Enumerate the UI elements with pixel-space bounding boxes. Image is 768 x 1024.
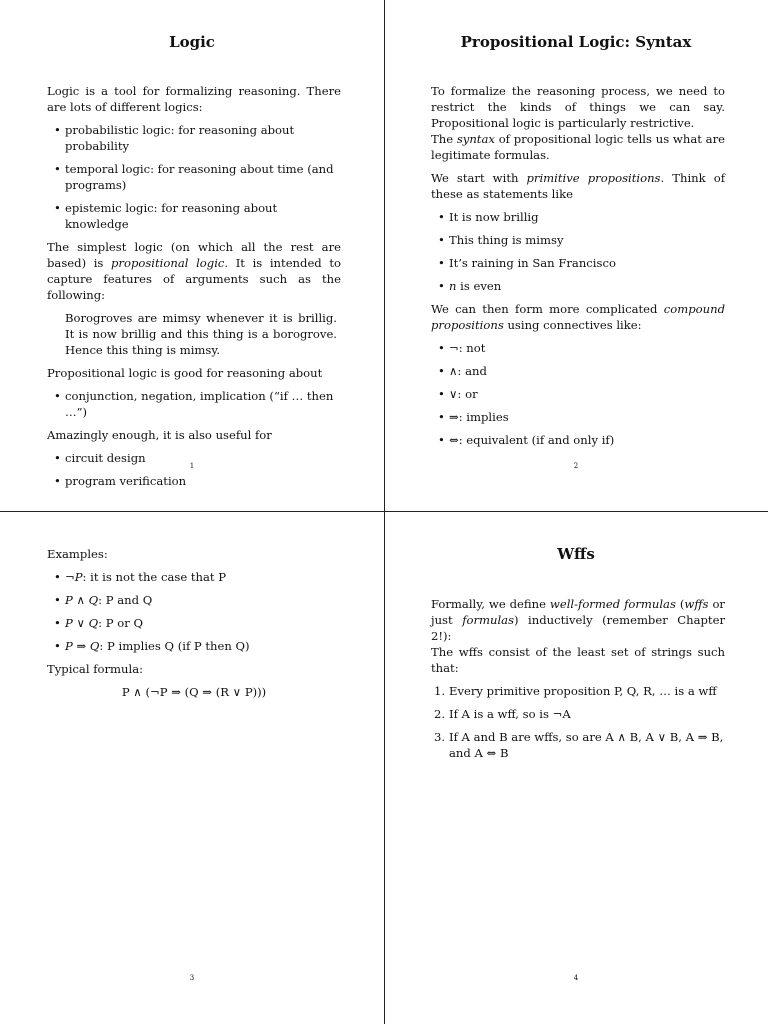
list-item: • P ∧ Q: P and Q bbox=[54, 593, 153, 607]
syntax-paragraph: The syntax of propositional logic tells us what are legitimate formulas. bbox=[431, 132, 725, 162]
restrict-paragraph: To formalize the reasoning process, we need to restrict the kinds of things we can say. Propositional logic is particularly restrictive. bbox=[431, 84, 725, 130]
example-argument-quote: Borogroves are mimsy whenever it is brillig. It is now brillig and this thing is a borogrove. Hence this thing is mimsy. bbox=[65, 311, 337, 357]
list-item: • P ⇒ Q: P implies Q (if P then Q) bbox=[54, 639, 250, 653]
compound-paragraph: We can then form more complicated compound propositions using connectives like: bbox=[431, 302, 725, 332]
list-item: • ¬P: it is not the case that P bbox=[54, 570, 227, 584]
page-number: 1 bbox=[189, 462, 195, 470]
page-number: 4 bbox=[573, 974, 579, 982]
primitive-paragraph: We start with primitive propositions. Think of these as statements like bbox=[431, 171, 725, 201]
list-item: 2. If A is a wff, so is ¬A bbox=[434, 707, 571, 721]
typical-formula-label: Typical formula: bbox=[47, 662, 144, 676]
primitive-examples-list bbox=[431, 209, 725, 294]
page-number: 3 bbox=[189, 974, 195, 982]
list-item: • circuit design bbox=[54, 451, 146, 465]
good-for-list bbox=[47, 388, 341, 420]
list-item: • ⇒: implies bbox=[438, 410, 509, 424]
list-item: • ⇔: equivalent (if and only if) bbox=[438, 433, 615, 447]
list-item: • It is now brillig bbox=[438, 210, 539, 224]
slide-body bbox=[431, 83, 725, 455]
list-item: • ¬: not bbox=[438, 341, 486, 355]
list-item: • probabilistic logic: for reasoning about probability bbox=[54, 123, 295, 153]
list-item: • ∨: or bbox=[438, 387, 478, 401]
slide-2 bbox=[384, 0, 768, 512]
list-item: • temporal logic: for reasoning about time (and programs) bbox=[54, 162, 334, 192]
definition-paragraph: Formally, we define well-formed formulas (wffs or just formulas) inductively (remember Chapter 2!): bbox=[431, 597, 725, 643]
slide-body bbox=[47, 83, 341, 496]
formula-examples-list bbox=[47, 569, 341, 654]
slide-4 bbox=[384, 512, 768, 1024]
simplest-logic-paragraph: The simplest logic (on which all the rest are based) is propositional logic. It is intended to capture features of arguments such as the following: bbox=[47, 240, 341, 302]
page-number: 2 bbox=[573, 462, 579, 470]
least-set-paragraph: The wffs consist of the least set of strings such that: bbox=[431, 645, 725, 675]
slide-body bbox=[47, 546, 341, 700]
slide-body bbox=[431, 596, 725, 768]
list-item: • It’s raining in San Francisco bbox=[438, 256, 616, 270]
examples-label: Examples: bbox=[47, 547, 108, 561]
list-item: • conjunction, negation, implication (“if … then …”) bbox=[54, 389, 334, 419]
wff-rules-list bbox=[431, 683, 725, 761]
list-item: • n is even bbox=[438, 279, 502, 293]
typical-formula: P ∧ (¬P ⇒ (Q ⇒ (R ∨ P))) bbox=[121, 685, 267, 699]
list-item: • ∧: and bbox=[438, 364, 487, 378]
slide-1 bbox=[0, 0, 384, 512]
slide-title: Wffs bbox=[557, 545, 595, 563]
connectives-list bbox=[431, 340, 725, 448]
list-item: 3. If A and B are wffs, so are A ∧ B, A ∨ B, A ⇒ B, and A ⇔ B bbox=[434, 730, 724, 760]
good-for-paragraph: Propositional logic is good for reasoning about bbox=[47, 366, 323, 380]
logic-types-list bbox=[47, 122, 341, 232]
slide-3 bbox=[0, 512, 384, 1024]
useful-for-paragraph: Amazingly enough, it is also useful for bbox=[47, 428, 272, 442]
list-item: • epistemic logic: for reasoning about knowledge bbox=[54, 201, 278, 231]
list-item: • This thing is mimsy bbox=[438, 233, 564, 247]
slide-title: Logic bbox=[169, 33, 215, 51]
intro-paragraph: Logic is a tool for formalizing reasoning. There are lots of different logics: bbox=[47, 84, 341, 114]
list-item: 1. Every primitive proposition P, Q, R, … is a wff bbox=[434, 684, 717, 698]
list-item: • P ∨ Q: P or Q bbox=[54, 616, 143, 630]
slide-title: Propositional Logic: Syntax bbox=[460, 33, 692, 51]
list-item: • program verification bbox=[54, 474, 187, 488]
